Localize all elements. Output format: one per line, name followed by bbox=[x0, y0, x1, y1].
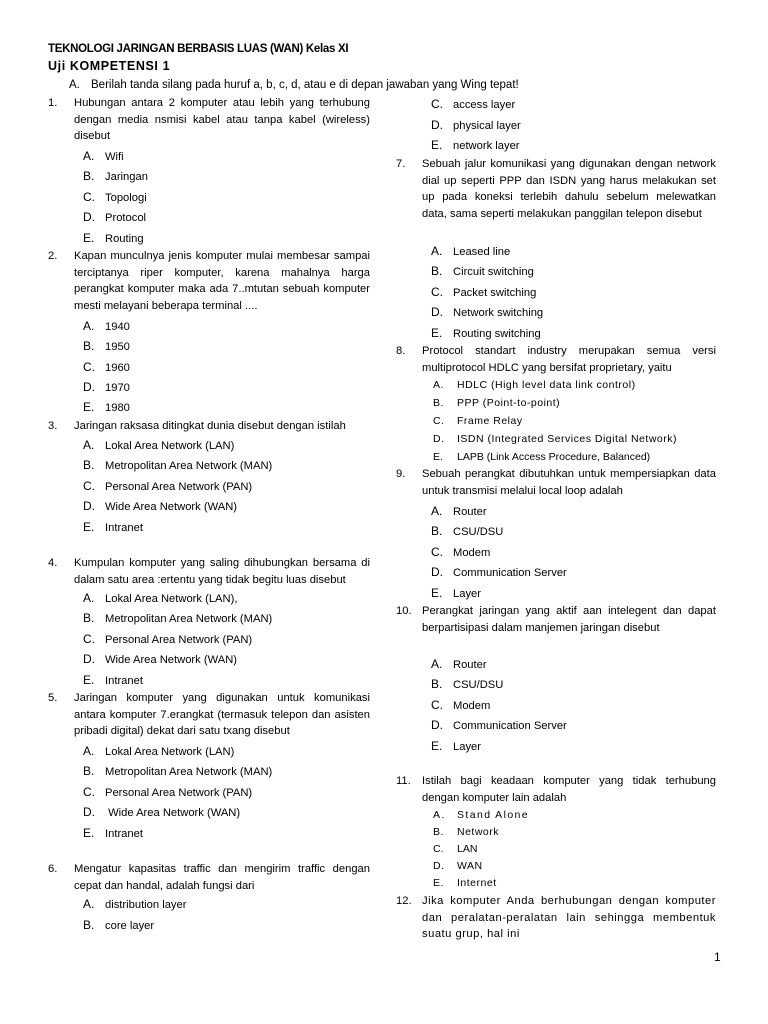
option[interactable]: B. 1950 bbox=[83, 339, 130, 353]
question-2 bbox=[48, 248, 370, 314]
option[interactable]: B. Circuit switching bbox=[431, 264, 534, 278]
question-5 bbox=[48, 690, 370, 740]
option[interactable]: D. Communication Server bbox=[431, 718, 567, 732]
option[interactable]: A. Leased line bbox=[431, 244, 511, 258]
option[interactable]: E. LAPB (Link Access Procedure, Balanced) bbox=[433, 451, 651, 463]
option[interactable]: E. Routing bbox=[83, 231, 144, 245]
option[interactable]: B. Metropolitan Area Network (MAN) bbox=[83, 764, 273, 778]
question-number: 2. bbox=[48, 250, 58, 262]
option[interactable]: C. Packet switching bbox=[431, 285, 537, 299]
question-1 bbox=[48, 95, 370, 145]
option[interactable]: D. Wide Area Network (WAN) bbox=[83, 499, 237, 513]
option[interactable]: C. Topologi bbox=[83, 190, 147, 204]
question-number: 9. bbox=[396, 468, 406, 480]
option[interactable]: A. Wifi bbox=[83, 149, 124, 163]
option[interactable]: B. Network bbox=[433, 826, 500, 838]
option[interactable]: A. Stand Alone bbox=[433, 809, 530, 821]
question-number: 12. bbox=[396, 895, 412, 907]
question-6 bbox=[48, 861, 370, 894]
option[interactable]: B. CSU/DSU bbox=[431, 524, 504, 538]
question-text: Jika komputer Anda berhubungan dengan komputer dan peralatan-peralatan lain sehingga membentuk suatu grup, hal ini bbox=[422, 895, 716, 940]
question-number: 10. bbox=[396, 605, 412, 617]
option[interactable]: E. Internet bbox=[433, 877, 497, 889]
option[interactable]: A. Router bbox=[431, 504, 487, 518]
option[interactable]: C. 1960 bbox=[83, 360, 130, 374]
question-number: 7. bbox=[396, 158, 406, 170]
option[interactable]: B. CSU/DSU bbox=[431, 677, 504, 691]
option[interactable]: C. Modem bbox=[431, 545, 491, 559]
question-4 bbox=[48, 555, 370, 588]
instruction-letter: A. bbox=[69, 79, 80, 91]
question-text: Istilah bagi keadaan komputer yang tidak terhubung dengan komputer lain adalah bbox=[422, 775, 716, 804]
option[interactable]: E. Layer bbox=[431, 739, 481, 753]
option[interactable]: B. Jaringan bbox=[83, 169, 148, 183]
question-text: Jaringan raksasa ditingkat dunia disebut dengan istilah bbox=[74, 420, 346, 432]
option[interactable]: D. Network switching bbox=[431, 305, 544, 319]
question-11 bbox=[396, 773, 716, 806]
option[interactable]: C. Personal Area Network (PAN) bbox=[83, 785, 253, 799]
question-number: 6. bbox=[48, 863, 58, 875]
option[interactable]: E. Routing switching bbox=[431, 326, 541, 340]
question-3 bbox=[48, 418, 370, 435]
question-number: 5. bbox=[48, 692, 58, 704]
option[interactable]: D. Communication Server bbox=[431, 565, 567, 579]
question-8 bbox=[396, 343, 716, 376]
question-12 bbox=[396, 893, 716, 943]
option[interactable]: C. LAN bbox=[433, 843, 478, 855]
option[interactable]: A. distribution layer bbox=[83, 897, 187, 911]
option[interactable]: E. Intranet bbox=[83, 673, 143, 687]
option[interactable]: D. Protocol bbox=[83, 210, 147, 224]
question-number: 3. bbox=[48, 420, 58, 432]
option[interactable]: D. ISDN (Integrated Services Digital Network) bbox=[433, 433, 677, 445]
option[interactable]: A. 1940 bbox=[83, 319, 130, 333]
question-number: 11. bbox=[396, 775, 411, 787]
question-text: Hubungan antara 2 komputer atau lebih yang terhubung dengan media nsmisi kabel atau tanpa kabel (wireless) disebut bbox=[74, 97, 370, 142]
question-number: 8. bbox=[396, 345, 406, 357]
question-text: Mengatur kapasitas traffic dan mengirim traffic dengan cepat dan handal, adalah fungsi dari bbox=[74, 863, 370, 892]
option[interactable]: B. Metropolitan Area Network (MAN) bbox=[83, 458, 273, 472]
option[interactable]: A. HDLC (High level data link control) bbox=[433, 379, 636, 391]
question-number: 1. bbox=[48, 97, 58, 109]
question-9 bbox=[396, 466, 716, 499]
document-subtitle: Uji KOMPETENSI 1 bbox=[48, 59, 171, 73]
document-title: TEKNOLOGI JARINGAN BERBASIS LUAS (WAN) Kelas XI bbox=[48, 43, 349, 55]
option[interactable]: B. Metropolitan Area Network (MAN) bbox=[83, 611, 273, 625]
option[interactable]: A. Lokal Area Network (LAN) bbox=[83, 438, 235, 452]
option[interactable]: B. core layer bbox=[83, 918, 155, 932]
option[interactable]: A. Lokal Area Network (LAN), bbox=[83, 591, 238, 605]
option[interactable]: D. 1970 bbox=[83, 380, 130, 394]
option[interactable]: E. network layer bbox=[431, 138, 520, 152]
question-7 bbox=[396, 156, 716, 222]
question-text: Sebuah jalur komunikasi yang digunakan dengan network dial up seperti PPP dan ISDN yang harus melakukan set up pada koneksi terlebih dahulu sebelum melewatkan data, sama seperti melakukan panggilan telepon disebut bbox=[422, 158, 716, 220]
question-text: Kapan munculnya jenis komputer mulai membesar sampai terciptanya riper komputer, karena mahalnya harga perangkat komputer maka ada 7..mtutan sebuah komputer mesti melayani beberapa terminal .... bbox=[74, 250, 370, 312]
instruction-text: Berilah tanda silang pada huruf a, b, c, d, atau e di depan jawaban yang Wing tepat! bbox=[91, 79, 519, 91]
question-10 bbox=[396, 603, 716, 636]
option[interactable]: D. physical layer bbox=[431, 118, 521, 132]
option[interactable]: C. Modem bbox=[431, 698, 491, 712]
option[interactable]: E. Layer bbox=[431, 586, 481, 600]
question-number: 4. bbox=[48, 557, 58, 569]
option[interactable]: E. 1980 bbox=[83, 400, 130, 414]
option[interactable]: A. Router bbox=[431, 657, 487, 671]
option[interactable]: C. Frame Relay bbox=[433, 415, 523, 427]
question-text: Sebuah perangkat dibutuhkan untuk mempersiapkan data untuk transmisi melalui local loop adalah bbox=[422, 468, 716, 497]
question-text: Kumpulan komputer yang saling dihubungkan bersama di dalam satu area :ertentu yang tidak begitu luas disebut bbox=[74, 557, 370, 586]
option[interactable]: C. Personal Area Network (PAN) bbox=[83, 632, 253, 646]
instruction bbox=[69, 79, 519, 91]
option[interactable]: A. Lokal Area Network (LAN) bbox=[83, 744, 235, 758]
question-text: Perangkat jaringan yang aktif aan intelegent dan dapat berpartisipasi dalam manjemen jaringan disebut bbox=[422, 605, 716, 634]
option[interactable]: D. Wide Area Network (WAN) bbox=[83, 805, 241, 819]
option[interactable]: B. PPP (Point-to-point) bbox=[433, 397, 561, 409]
option[interactable]: C. Personal Area Network (PAN) bbox=[83, 479, 253, 493]
option[interactable]: E. Intranet bbox=[83, 520, 143, 534]
option[interactable]: E. Intranet bbox=[83, 826, 143, 840]
question-text: Jaringan komputer yang digunakan untuk komunikasi antara komputer 7.erangkat (termasuk telepon dan asisten pribadi digital) dekat dari satu txang disebut bbox=[74, 692, 370, 737]
option[interactable]: D. Wide Area Network (WAN) bbox=[83, 652, 237, 666]
option[interactable]: D. WAN bbox=[433, 860, 483, 872]
page-number: 1 bbox=[714, 950, 721, 964]
option[interactable]: C. access layer bbox=[431, 97, 516, 111]
question-text: Protocol standart industry merupakan semua versi multiprotocol HDLC yang bersifat proprietary, yaitu bbox=[422, 345, 716, 374]
